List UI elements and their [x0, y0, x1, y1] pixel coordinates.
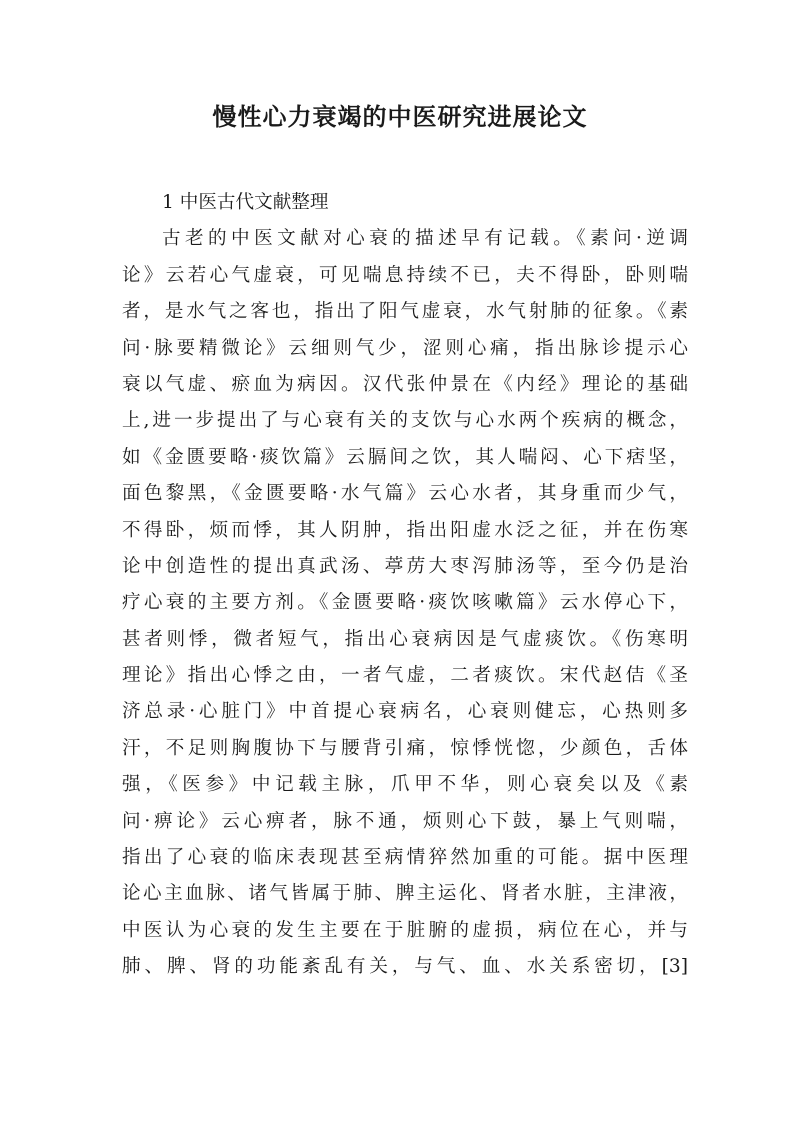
paragraph-line: 古老的中医文献对心衰的描述早有记载。《素问·逆调	[162, 228, 688, 250]
paragraph-line: 中医认为心衰的发生主要在于脏腑的虚损，病位在心，并与	[122, 919, 688, 941]
paragraph-line: 强，《医参》中记载主脉，爪甲不华，则心衰矣以及《素	[122, 774, 688, 796]
paragraph-line: 如《金匮要略·痰饮篇》云膈间之饮，其人喘闷、心下痞坚，	[122, 446, 688, 468]
paragraph-line: 肺、脾、肾的功能紊乱有关，与气、血、水关系密切，[3]	[122, 956, 688, 978]
paragraph-line: 论心主血脉、诸气皆属于肺、脾主运化、肾者水脏，主津液，	[122, 883, 688, 905]
paragraph-line: 上,进一步提出了与心衰有关的支饮与心水两个疾病的概念，	[122, 410, 688, 432]
paragraph-line: 疗心衰的主要方剂。《金匮要略·痰饮咳嗽篇》云水停心下，	[122, 592, 688, 614]
paragraph-line: 面色黎黑，《金匮要略·水气篇》云心水者，其身重而少气，	[122, 483, 688, 505]
paragraph-line: 汗，不足则胸腹协下与腰背引痛，惊悸恍惚，少颜色，舌体	[122, 737, 688, 759]
paragraph-line: 论》云若心气虚衰，可见喘息持续不已，夫不得卧，卧则喘	[122, 264, 688, 286]
paragraph-line: 济总录·心脏门》中首提心衰病名，心衰则健忘，心热则多	[122, 701, 688, 723]
paragraph-line: 问·脉要精微论》云细则气少，涩则心痛，指出脉诊提示心	[122, 337, 688, 359]
document-title: 慢性心力衰竭的中医研究进展论文	[212, 103, 588, 131]
paragraph-line: 不得卧，烦而悸，其人阴肿，指出阳虚水泛之征，并在伤寒	[122, 519, 688, 541]
paragraph-line: 指出了心衰的临床表现甚至病情猝然加重的可能。据中医理	[122, 847, 688, 869]
paragraph-line: 甚者则悸，微者短气，指出心衰病因是气虚痰饮。《伤寒明	[122, 628, 688, 650]
paragraph-line: 问·痹论》云心痹者，脉不通，烦则心下鼓，暴上气则喘，	[122, 810, 688, 832]
paragraph-line: 理论》指出心悸之由，一者气虚，二者痰饮。宋代赵佶《圣	[122, 665, 688, 687]
section-heading: 1 中医古代文献整理	[162, 192, 329, 213]
paragraph-line: 论中创造性的提出真武汤、葶苈大枣泻肺汤等，至今仍是治	[122, 555, 688, 577]
paragraph-line: 者，是水气之客也，指出了阳气虚衰，水气射肺的征象。《素	[122, 301, 688, 323]
document-body	[122, 185, 688, 986]
paragraph-line: 衰以气虚、瘀血为病因。汉代张仲景在《内经》理论的基础	[122, 373, 688, 395]
